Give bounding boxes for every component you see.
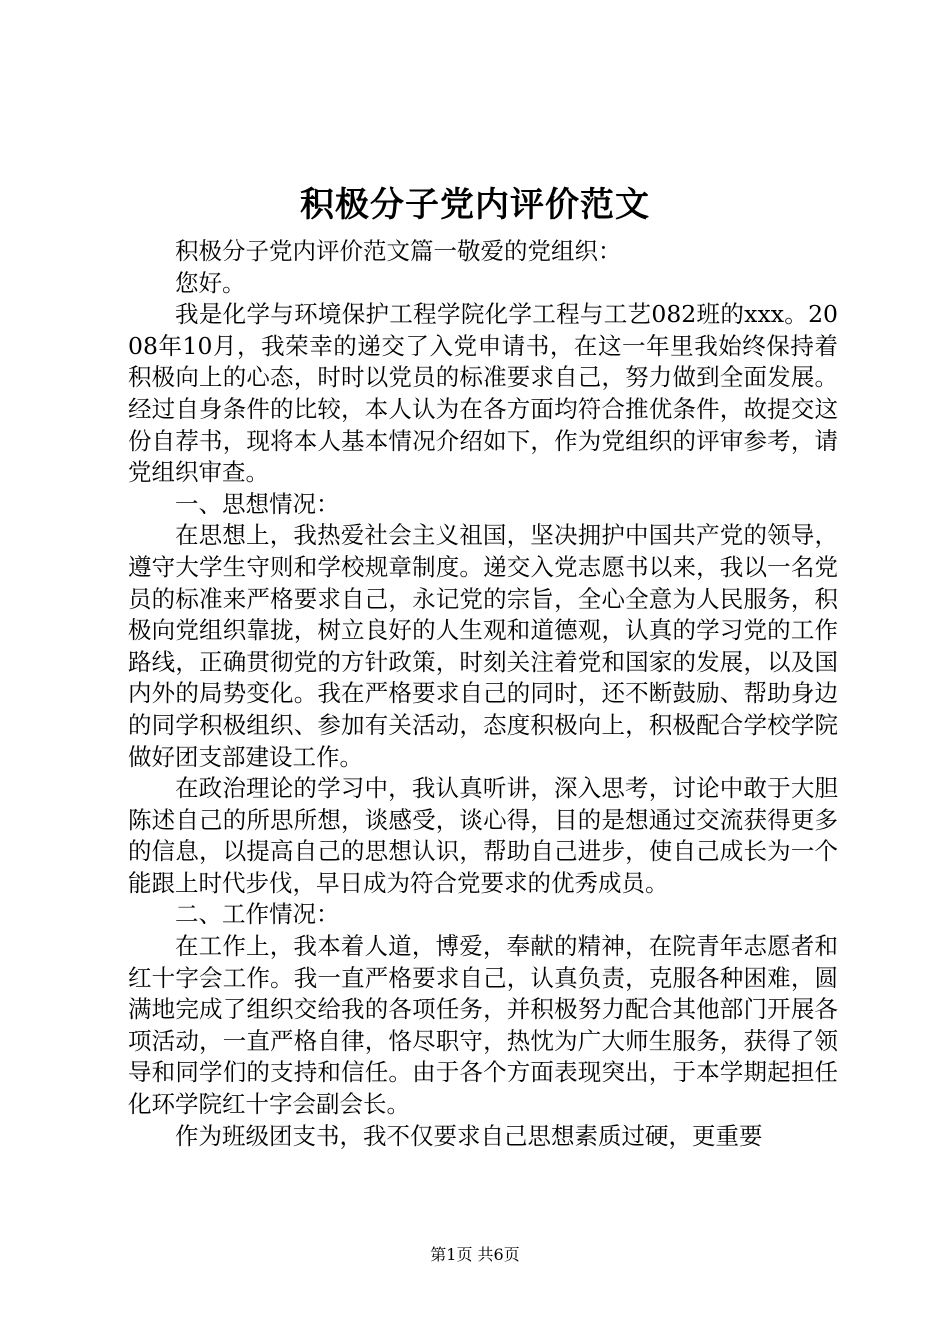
- paragraph-heading-line: 积极分子党内评价范文篇一敬爱的党组织：: [175, 237, 622, 265]
- paragraph-greeting: 您好。: [175, 268, 246, 297]
- paragraph-political-study: 在政治理论的学习中，我认真听讲，深入思考，讨论中敢于大胆陈述自己的所思所想，谈感受，谈心得，目的是想通过交流获得更多的信息，以提高自己的思想认识，帮助自己进步，使自己成长为一个能跟上时代步伐，早日成为符合党要求的优秀成员。: [128, 774, 838, 897]
- paragraph-work: 在工作上，我本着人道，博爱，奉献的精神，在院青年志愿者和红十字会工作。我一直严格要求自己，认真负责，克服各种困难，圆满地完成了组织交给我的各项任务，并积极努力配合其他部门开展各项活动，一直严格自律，恪尽职守，热忱为广大师生服务，获得了领导和同学们的支持和信任。由于各个方面表现突出，于本学期起担任化环学院红十字会副会长。: [128, 932, 838, 1119]
- section-heading-thought: 一、思想情况：: [175, 489, 340, 518]
- document-title: 积极分子党内评价范文: [300, 185, 650, 225]
- paragraph-league-secretary: 作为班级团支书，我不仅要求自己思想素质过硬，更重要: [175, 1121, 763, 1150]
- paragraph-introduction: 我是化学与环境保护工程学院化学工程与工艺082班的xxx。2008年10月，我荣幸的递交了入党申请书，在这一年里我始终保持着积极向上的心态，时时以党员的标准要求自己，努力做到全面发展。经过自身条件的比较，本人认为在各方面均符合推优条件，故提交这份自荐书，现将本人基本情况介绍如下，作为党组织的评审参考，请党组织审查。: [128, 300, 838, 487]
- page-number-footer: 第1页 共6页: [430, 1245, 520, 1264]
- section-heading-work: 二、工作情况：: [175, 900, 340, 929]
- paragraph-thought: 在思想上，我热爱社会主义祖国，坚决拥护中国共产党的领导，遵守大学生守则和学校规章制度。递交入党志愿书以来，我以一名党员的标准来严格要求自己，永记党的宗旨，全心全意为人民服务，积极向党组织靠拢，树立良好的人生观和道德观，认真的学习党的工作路线，正确贯彻党的方针政策，时刻关注着党和国家的发展，以及国内外的局势变化。我在严格要求自己的同时，还不断鼓励、帮助身边的同学积极组织、参加有关活动，态度积极向上，积极配合学校学院做好团支部建设工作。: [128, 521, 838, 771]
- document-body: [128, 236, 838, 1152]
